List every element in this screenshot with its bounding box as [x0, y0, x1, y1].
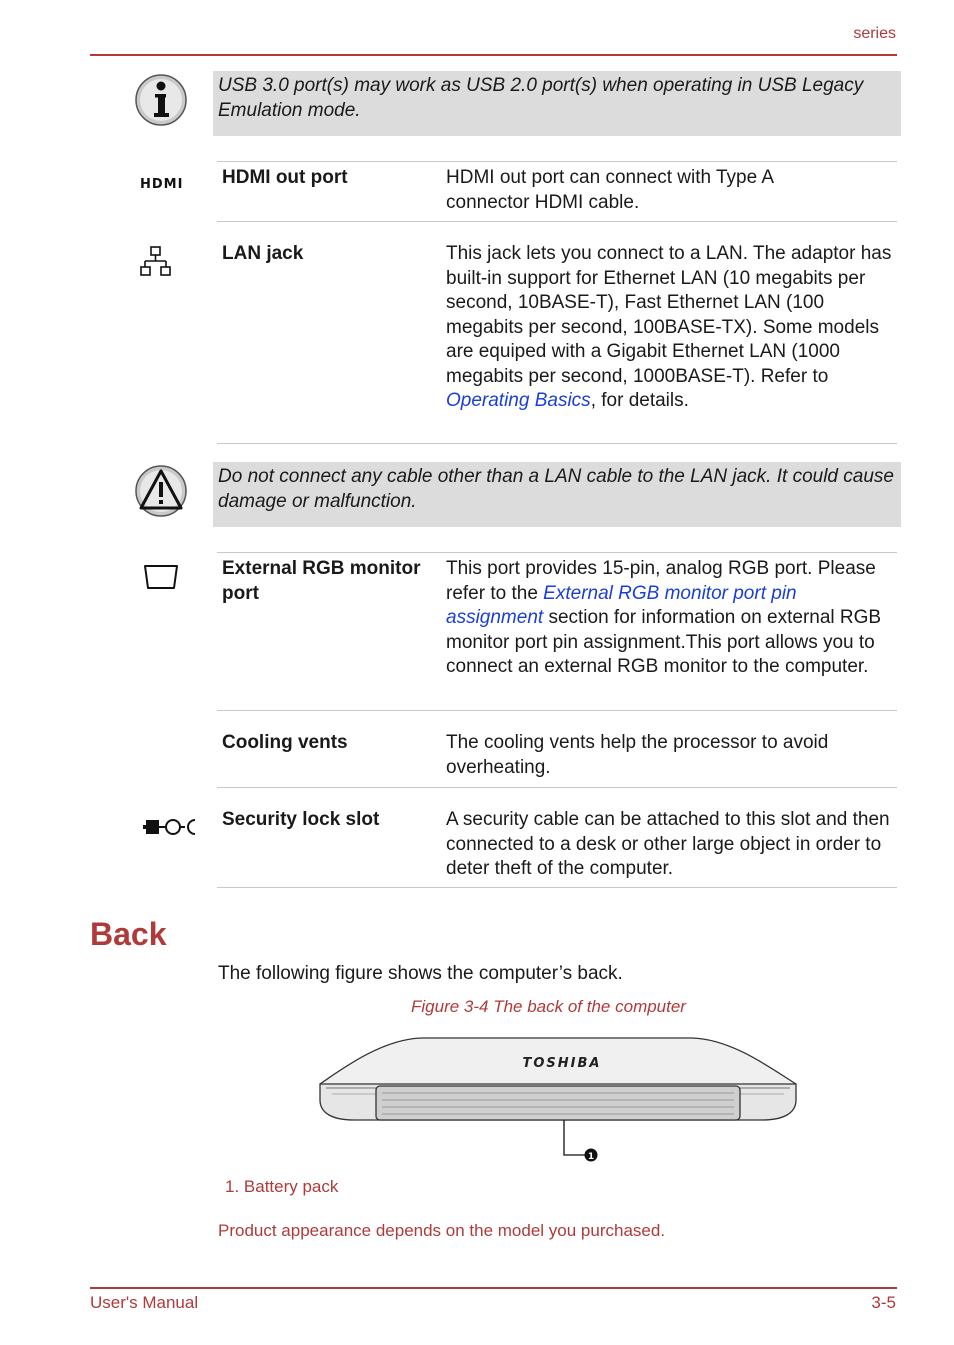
operating-basics-link[interactable]: Operating Basics: [446, 390, 591, 411]
security-lock-icon: [143, 817, 197, 842]
appearance-note: Product appearance depends on the model you purchased.: [218, 1221, 666, 1240]
section-title: Back: [90, 916, 167, 952]
warning-icon: [134, 464, 188, 523]
lan-warning-note: Do not connect any cable other than a LAN cable to the LAN jack. It could cause damage or malfunction.: [213, 462, 901, 527]
footer-page-number: 3-5: [871, 1293, 896, 1312]
lan-desc-text: This jack lets you connect to a LAN. The adaptor has built-in support for Ethernet LAN (10 megabits per second, 10BASE-T), Fast Ethernet LAN (100 megabits per second, 100BASE-TX). Some models are equiped with a Gigabit Ethernet LAN (1000 megabits per second, 1000BASE-T). Refer to: [446, 243, 892, 387]
legend-item: 1. Battery pack: [225, 1177, 339, 1196]
table-rule: [217, 443, 897, 444]
lan-icon: [139, 246, 173, 283]
hdmi-term: HDMI out port: [222, 167, 348, 188]
rgb-desc: [446, 557, 896, 680]
battery-pack: [376, 1086, 740, 1120]
header-rule: [90, 54, 897, 56]
table-rule: [217, 552, 897, 553]
rgb-pin-assignment-link[interactable]: External RGB monitor port pin assignment: [446, 582, 797, 628]
laptop-back-figure: [312, 1034, 804, 1171]
hdmi-icon: [140, 176, 204, 195]
security-term: Security lock slot: [222, 809, 380, 830]
table-rule: [217, 710, 897, 711]
cooling-desc: The cooling vents help the processor to avoid overheating.: [446, 732, 829, 778]
callout-number: 1: [587, 1152, 595, 1162]
table-rule: [217, 787, 897, 788]
table-rule: [217, 887, 897, 888]
hdmi-icon-label: HDMI: [140, 177, 184, 190]
footer-rule: [90, 1287, 897, 1289]
lan-desc-text-end: , for details.: [590, 390, 689, 411]
section-intro: The following figure shows the computer’s back.: [218, 963, 623, 984]
rgb-term: External RGB monitor port: [222, 558, 421, 604]
usb-info-note: USB 3.0 port(s) may work as USB 2.0 port(s) when operating in USB Legacy Emulation mode.: [213, 71, 901, 136]
lan-desc: [446, 242, 896, 414]
callout-line: [564, 1120, 586, 1155]
table-rule: [217, 221, 897, 222]
security-desc: A security cable can be attached to this slot and then connected to a desk or other large object in order to deter theft of the computer.: [446, 809, 890, 879]
lan-term: LAN jack: [222, 243, 304, 264]
cooling-term: Cooling vents: [222, 732, 348, 753]
figure-caption: Figure 3-4 The back of the computer: [411, 997, 686, 1016]
header-series-label: series: [853, 25, 896, 42]
footer-manual-label: User's Manual: [90, 1293, 199, 1312]
table-rule: [217, 161, 897, 162]
toshiba-logo: TOSHIBA: [522, 1056, 602, 1071]
rgb-port-icon: [142, 563, 180, 596]
rgb-desc-text-end: section for information on external RGB monitor port pin assignment.This port allows you to connect an external RGB monitor to the computer.: [446, 607, 882, 677]
hdmi-desc: HDMI out port can connect with Type A connector HDMI cable.: [446, 167, 774, 213]
info-icon: [134, 73, 188, 132]
rgb-desc-text: This port provides 15-pin, analog RGB port. Please refer to the: [446, 558, 876, 604]
